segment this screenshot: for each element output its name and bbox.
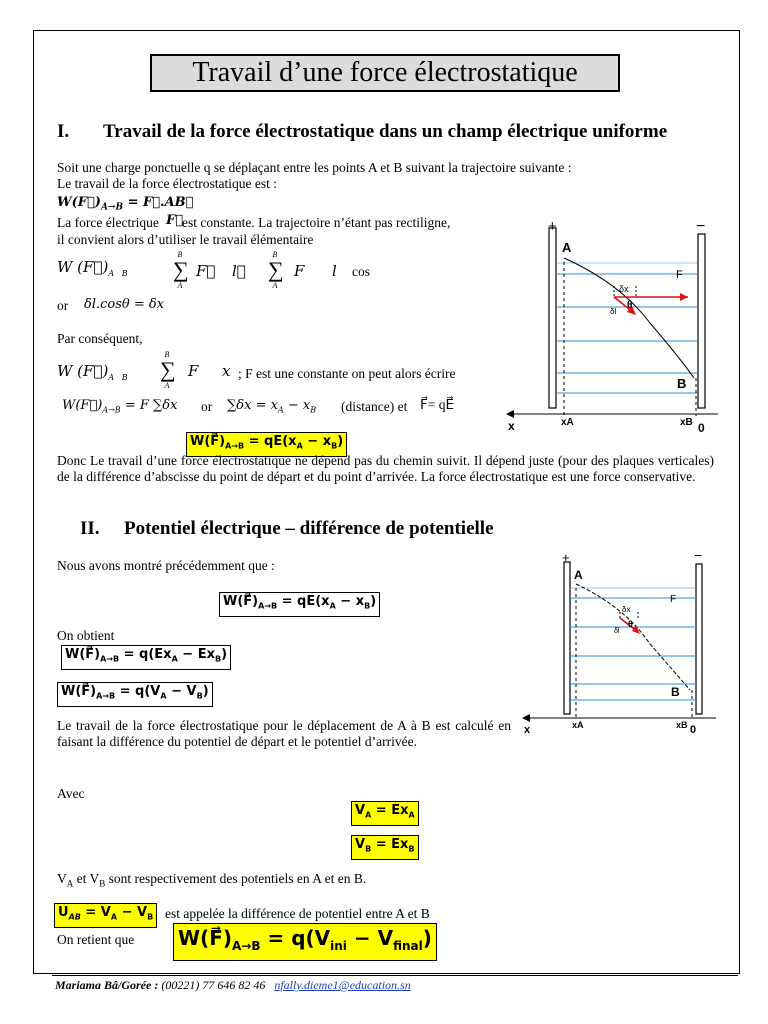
xA-label: xA [561, 417, 574, 428]
positive-plate-2 [564, 562, 570, 714]
x-axis-label-2: x [524, 724, 531, 736]
equation-work-definition: $W(F⃗)_{A\to B}$ = F⃗.AB⃗ [57, 195, 194, 213]
equation-VB: $V_B = Ex_B$ [351, 835, 419, 860]
point-B-label: B [677, 376, 687, 391]
sum-symbol-3: B ∑ A [160, 350, 176, 390]
section2-heading: Potentiel électrique – différence de potentielle [124, 518, 494, 539]
uab-text: est appelée la différence de potentiel entre A et B [165, 906, 430, 921]
dx-label-2: δx [622, 605, 631, 614]
minus-label: − [696, 218, 706, 235]
footer [55, 978, 411, 993]
section1-number: I. [57, 121, 70, 142]
equation-dl-cos: δl.cosθ = δx [84, 297, 165, 312]
force-label-2: F [670, 594, 677, 605]
vector-l-1: l⃗ [232, 262, 246, 280]
scalar-F: F [294, 262, 305, 280]
theta-label-2: θ [628, 619, 633, 629]
equation-sum-dx: $\sum\delta x = x_A - x_B$ [227, 398, 317, 415]
on-obtient: On obtient [57, 628, 115, 643]
force-symbol: F⃗ [166, 213, 184, 228]
footer-phone: (00221) 77 646 82 46 [161, 978, 266, 992]
minus-label-2: − [694, 552, 703, 563]
f-constant-text: ; F est une constante on peut alors écrire [238, 366, 456, 381]
plus-label: + [548, 218, 557, 235]
par-consequent: Par conséquent, [57, 331, 143, 346]
trajectory-curve [564, 258, 694, 378]
intro-line-2: Le travail de la force électrostatique est : [57, 176, 278, 191]
diagram-charge-trajectory-2 [520, 552, 720, 737]
vector-F-1: F⃗ [196, 262, 216, 280]
plus-label-2: + [562, 552, 570, 565]
theta-label: θ [627, 300, 633, 311]
or-label-2: or [201, 399, 213, 414]
distance-text: (distance) et [341, 399, 408, 414]
scalar-l: l [332, 262, 337, 280]
equation-F-qE: F⃗= qE⃗ [420, 397, 455, 412]
equation-work-qE: $W(F⃗)_{A\to B} = qE(x_A - x_B)$ [219, 592, 380, 617]
footer-divider [52, 975, 738, 976]
origin-label-2: 0 [690, 724, 697, 736]
force-label: F [676, 269, 683, 281]
line-force-a: La force électrique [57, 215, 159, 230]
line-elementary-work: il convient alors d’utiliser le travail élémentaire [57, 232, 314, 247]
point-A-label: A [562, 240, 572, 255]
scalar-F-2: F [188, 362, 199, 380]
point-A-label-2: A [574, 568, 583, 582]
va-vb-text: sont respectivement des potentiels en A et en B. [108, 871, 367, 886]
dl-label-2: δl [614, 628, 620, 635]
origin-label: 0 [698, 421, 705, 435]
positive-plate [549, 228, 556, 408]
point-B-label-2: B [671, 685, 680, 699]
sum-symbol-2: B ∑ A [268, 250, 284, 290]
xB-label: xB [680, 417, 693, 428]
equation-work-sum: W $(F⃗)_{A B}$ [57, 362, 128, 382]
equation-elementary-work: W $(F⃗)_{A B}$ [57, 258, 128, 278]
equation-VA: $V_A = Ex_A$ [351, 801, 419, 826]
negative-plate-2 [696, 564, 702, 714]
dl-label: δl [610, 307, 617, 316]
dx-label: δx [619, 284, 629, 294]
equation-work-qEx: $W(F⃗)_{A\to B} = q(Ex_A - Ex_B)$ [61, 645, 231, 670]
final-result-equation: $W(F⃗)_{A\to B} = q(V_{ini} - V_{final})$ [173, 923, 437, 961]
x-axis-label: x [508, 419, 515, 433]
sum-symbol-1: B ∑ A [173, 250, 189, 290]
section2-intro: Nous avons montré précédemment que : [57, 558, 275, 573]
scalar-x: x [222, 362, 231, 380]
avec-label: Avec [57, 786, 85, 801]
line-force-b: est constante. La trajectoire n’étant pas rectiligne, [182, 215, 451, 230]
negative-plate [698, 234, 705, 408]
section1-heading: Travail de la force électrostatique dans un champ électrique uniforme [103, 121, 668, 142]
equation-F-sum-dx: $W(F⃗)_{A\to B} = F$ ∑δx [62, 398, 178, 415]
result-work-uniform-field: $W(F⃗)_{A\to B} = qE(x_A - x_B)$ [186, 432, 347, 457]
footer-email-link[interactable]: nfally.dieme1@education.sn [274, 978, 411, 992]
diagram-charge-trajectory-1 [500, 218, 725, 436]
section2-paragraph: Le travail de la force électrostatique pour le déplacement de A à B est calculé en faisant la différence du potentiel de départ et le potentiel d’arrivée. [57, 718, 511, 749]
xB-label-2: xB [676, 720, 688, 730]
equation-UAB: $U_{AB} = V_A - V_B$ [54, 903, 157, 928]
equation-work-potential: $W(F⃗)_{A\to B} = q(V_A - V_B)$ [57, 682, 213, 707]
on-retient: On retient que [57, 932, 135, 947]
page-title: Travail d’une force électrostatique [150, 54, 620, 92]
va-vb-sentence: $V_A$ et $V_B$ sont respectivement des potentiels en A et en B. [57, 871, 367, 889]
section2-number: II. [80, 518, 100, 539]
intro-line-1: Soit une charge ponctuelle q se déplaçant entre les points A et B suivant la trajectoire suivante : [57, 160, 572, 175]
xA-label-2: xA [572, 720, 584, 730]
or-label: or [57, 298, 69, 313]
conclusion-paragraph: Donc Le travail d’une force électrostatique ne dépend pas du chemin suivit. Il dépend juste (pour des plaques verticales) de la différence d’abscisse du point de départ et du point d’arrivée. La force électrostatique est une force conservative. [57, 453, 714, 484]
footer-author: Mariama Bâ/Gorée : [55, 978, 159, 992]
cos-label: cos [352, 264, 370, 279]
